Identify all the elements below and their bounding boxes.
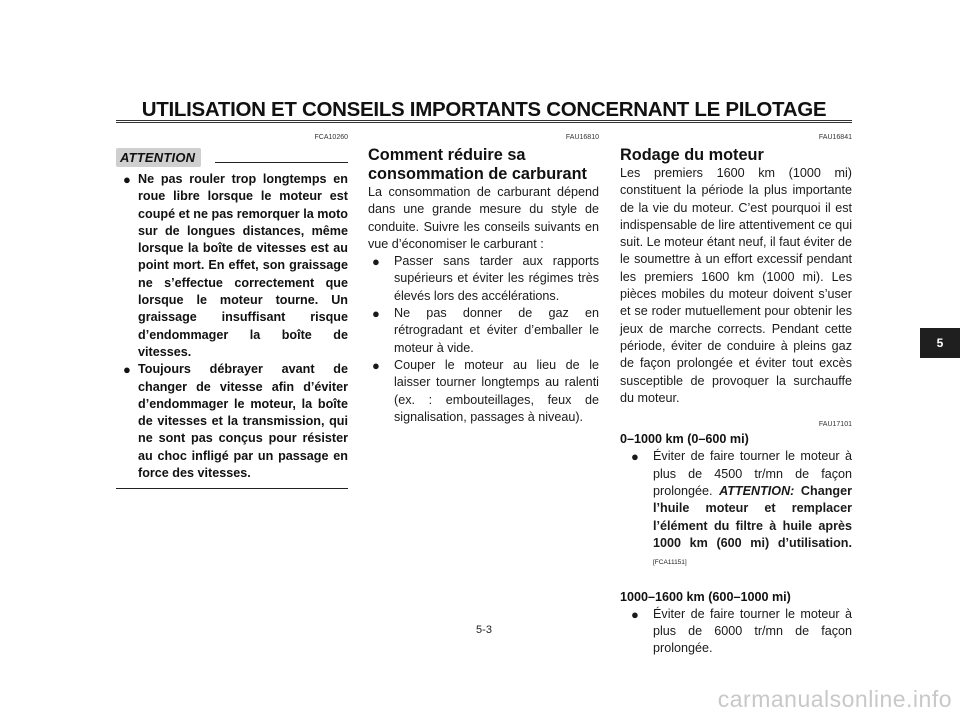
subsection-title: 0–1000 km (0–600 mi)	[620, 432, 749, 447]
reference-code: FCA10260	[314, 134, 348, 141]
break-in-list-1	[631, 448, 852, 571]
section-paragraph: Les premiers 1600 km (1000 mi) constituent la période la plus importante de la vie du moteur. C’est pourquoi il est indispensable de lire attentivement ce qui suit. Le moteur étant neuf, il faut éviter de le soumettre à un effort excessif pendant les premiers 1600 km (1000 mi). Les pièces mobiles du moteur doivent s’user et se roder mutuellement pour obtenir les jeux de marche corrects. Pendant cette période, éviter de conduire à pleins gaz de façon prolongée et éviter tout excès susceptible de provoquer la surchauffe du moteur.	[620, 166, 852, 405]
bullet-icon: ●	[631, 606, 639, 622]
bullet-icon: ●	[123, 362, 131, 378]
bullet-icon: ●	[631, 449, 639, 465]
list-item: ● Toujours débrayer avant de changer de vitesse afin d’éviter d’endommager le moteur, la boîte de vitesses et la transmission, qui ne sont pas conçus pour résister au choc infligé par un passage en force des vitesses.	[123, 362, 348, 481]
list-item: ● Éviter de faire tourner le moteur à plus de 6000 tr/mn de façon prolongée.	[631, 606, 852, 656]
list-item: ● Passer sans tarder aux rapports supérieurs et éviter les régimes très élevés lors des accélérations.	[372, 254, 599, 303]
attention-end-rule	[116, 488, 348, 489]
reference-code: FAU16810	[565, 134, 599, 141]
reference-code: FAU17101	[818, 421, 852, 429]
page-header-title: UTILISATION ET CONSEILS IMPORTANTS CONCERNANT LE PILOTAGE	[141, 98, 827, 121]
attention-rule	[215, 162, 348, 163]
subsection-title: 1000–1600 km (600–1000 mi)	[620, 589, 791, 604]
list-item: ● Éviter de faire tourner le moteur à plus de 4500 tr/mn de façon prolongée. ATTENTION: Changer l’huile moteur et remplacer l’élément du filtre à huile après 1000 km (600 mi) d’utilisation. [FCA11151]	[631, 449, 853, 567]
section-title: Comment réduire sa consommation de carburant	[368, 146, 587, 183]
section-title: Rodage du moteur	[620, 146, 764, 164]
chapter-tab: 5	[920, 328, 960, 358]
reference-code: FAU16841	[818, 134, 852, 141]
bullet-icon: ●	[372, 306, 380, 322]
bullet-icon: ●	[372, 357, 380, 373]
attention-badge: ATTENTION	[116, 148, 201, 167]
column-break-in	[620, 132, 852, 658]
section-intro: La consommation de carburant dépend dans une grande mesure du style de conduite. Suivre les conseils suivants en vue d’économiser le carburant :	[368, 185, 599, 251]
attention-list	[116, 171, 348, 482]
list-item: ● Ne pas donner de gaz en rétrogradant et éviter d’emballer le moteur à vide.	[372, 306, 599, 355]
watermark: carmanualsonline.info	[717, 686, 952, 712]
bullet-icon: ●	[123, 172, 131, 187]
tips-list	[368, 253, 599, 426]
column-attention	[116, 132, 348, 489]
bullet-icon: ●	[372, 254, 380, 270]
header-rule	[116, 120, 852, 123]
attention-header	[116, 148, 348, 167]
list-item: ● Ne pas rouler trop longtemps en roue libre lorsque le moteur est coupé et ne pas remorquer la moto sur de longues distances, même lorsque la boîte de vitesses est au point mort. En effet, son graissage ne s’effectue correctement que lorsque le moteur tourne. Un graissage insuffisant risque d’endommager la boîte de vitesses.	[123, 172, 348, 359]
page-number: 5-3	[476, 624, 492, 636]
list-item: ● Couper le moteur au lieu de le laisser tourner longtemps au ralenti (ex. : embouteillages, feux de signalisation, passages à niveau).	[372, 357, 599, 424]
column-fuel	[368, 132, 599, 426]
